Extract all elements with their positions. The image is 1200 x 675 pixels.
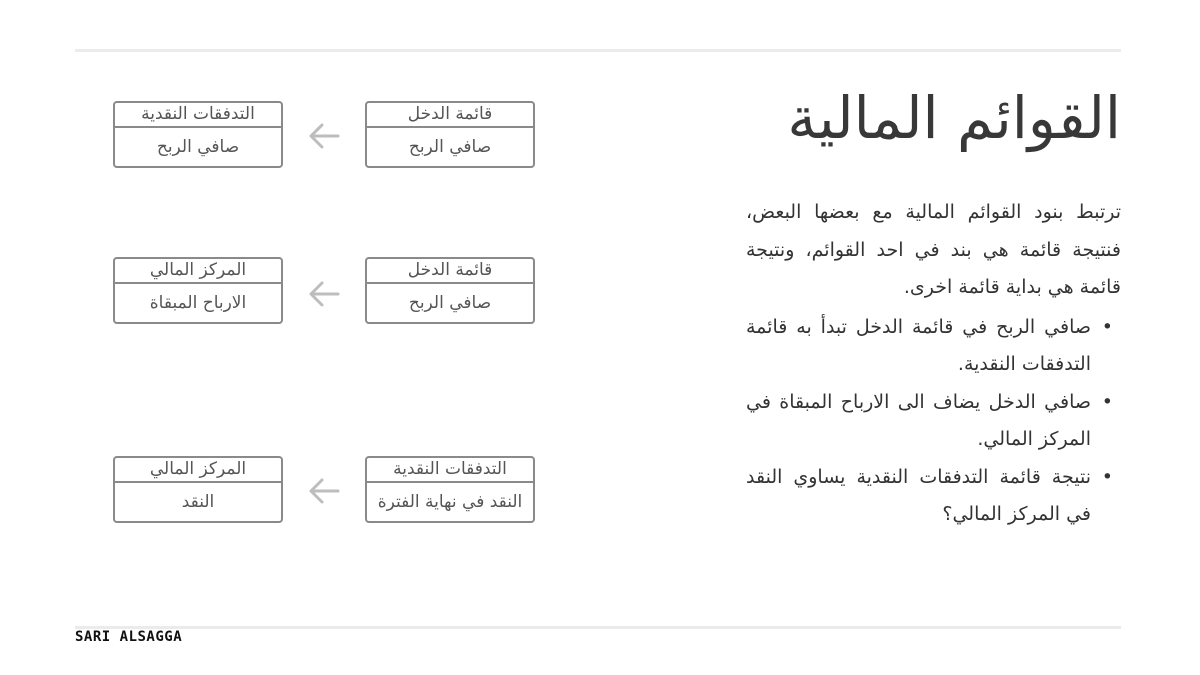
bottom-divider — [75, 626, 1121, 629]
arrow-left-icon — [306, 476, 342, 506]
slide-content — [746, 194, 1121, 534]
target-card-financial-position — [113, 257, 283, 324]
bullet-item: • نتيجة قائمة التدفقات النقدية يساوي النقد في المركز المالي؟ — [746, 459, 1091, 534]
source-card-cash-flows — [365, 456, 535, 523]
intro-paragraph: ترتبط بنود القوائم المالية مع بعضها البعض، فنتيجة قائمة هي بند في احد القوائم، ونتيجة قائمة هي بداية قائمة اخرى. — [746, 201, 1121, 298]
card-value: صافي الربح — [156, 137, 240, 157]
author-footer: SARI ALSAGGA — [75, 629, 183, 645]
card-value: النقد في نهاية الفترة — [377, 492, 523, 512]
card-header: التدفقات النقدية — [115, 103, 281, 128]
bullet-item: • صافي الربح في قائمة الدخل تبدأ به قائمة التدفقات النقدية. — [746, 309, 1091, 384]
target-card-cash-flows — [113, 101, 283, 168]
card-header: قائمة الدخل — [367, 259, 533, 284]
arrow-left-icon — [306, 121, 342, 151]
bullet-item: • صافي الدخل يضاف الى الارباح المبقاة في المركز المالي. — [746, 384, 1091, 459]
target-card-financial-position — [113, 456, 283, 523]
source-card-income-statement — [365, 101, 535, 168]
card-value: صافي الربح — [408, 137, 492, 157]
card-value: النقد — [181, 492, 215, 512]
card-header: قائمة الدخل — [367, 103, 533, 128]
card-header: التدفقات النقدية — [367, 458, 533, 483]
top-divider — [75, 49, 1121, 52]
slide-title: القوائم المالية — [787, 84, 1121, 152]
arrow-left-icon — [306, 279, 342, 309]
card-value: الارباح المبقاة — [149, 293, 247, 313]
card-header: المركز المالي — [115, 458, 281, 483]
source-card-income-statement — [365, 257, 535, 324]
card-value: صافي الربح — [408, 293, 492, 313]
card-header: المركز المالي — [115, 259, 281, 284]
bullet-list — [746, 309, 1121, 534]
